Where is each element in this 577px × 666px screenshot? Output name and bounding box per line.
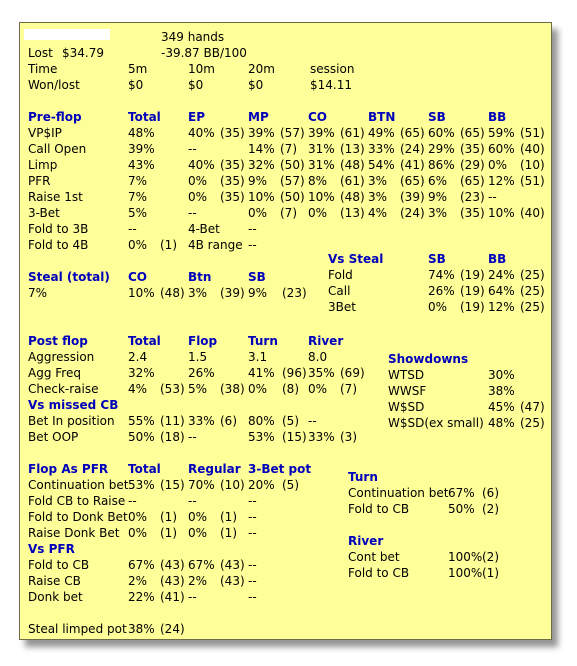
postflop-row-0-cell-1: 2.4 <box>128 350 148 364</box>
preflop-row-3-cell-7: (61) <box>340 174 365 188</box>
preflop-row-0-cell-4: 39% <box>248 126 275 140</box>
vs-pfr-row-2-cell-5: -- <box>248 590 257 604</box>
preflop-row-4-cell-8: 3% <box>368 190 388 204</box>
vs-pfr-row-2-cell-1: 22% <box>128 590 155 604</box>
flop-pfr-row-3-cell-5: -- <box>248 526 257 540</box>
river-row-1-cell-1: 100% <box>448 566 483 580</box>
flop-pfr-row-1-cell-1: -- <box>128 494 137 508</box>
flop-pfr-col-regular: Regular <box>188 462 241 476</box>
vs-pfr-row-1-cell-5: -- <box>248 574 257 588</box>
vs-steal-row-1-cell-1: 26% <box>428 284 455 298</box>
postflop-row-1-cell-6: (96) <box>282 366 307 380</box>
flop-pfr-row-3-cell-3: 0% <box>188 526 208 540</box>
preflop-row-4-cell-9: (39) <box>400 190 425 204</box>
preflop-row-0-cell-10: 60% <box>428 126 455 140</box>
preflop-row-3-cell-5: (57) <box>280 174 305 188</box>
preflop-row-3-cell-10: 6% <box>428 174 448 188</box>
postflop-row-1-cell-5: 41% <box>248 366 275 380</box>
preflop-row-2-cell-6: 31% <box>308 158 335 172</box>
wonlost-5m: $0 <box>128 78 144 92</box>
missed-cb-row-1-cell-6: (15) <box>282 430 307 444</box>
hands-count: 349 hands <box>161 30 225 44</box>
turn-row-0-cell-1: 67% <box>448 486 475 500</box>
vs-steal-row-0-cell-1: 74% <box>428 268 455 282</box>
lost-value: $34.79 <box>62 46 104 60</box>
preflop-row-1-cell-11: (35) <box>460 142 485 156</box>
preflop-row-1-cell-2: -- <box>188 142 197 156</box>
preflop-row-3-cell-0: PFR <box>28 174 51 188</box>
preflop-row-3-cell-11: (65) <box>460 174 485 188</box>
player-name-field <box>24 29 110 40</box>
postflop-row-1-cell-8: (69) <box>340 366 365 380</box>
flop-pfr-row-0-cell-1: 53% <box>128 478 155 492</box>
preflop-row-5-cell-9: (24) <box>400 206 425 220</box>
fourbet-label: 4-Bet <box>188 222 220 236</box>
preflop-row-3-cell-2: 0% <box>188 174 208 188</box>
wonlost-label: Won/lost <box>28 78 80 92</box>
postflop-row-1-cell-0: Agg Freq <box>28 366 81 380</box>
preflop-row-2-cell-3: (35) <box>220 158 245 172</box>
preflop-row-4-cell-3: (35) <box>220 190 245 204</box>
preflop-row-1-cell-8: 33% <box>368 142 395 156</box>
flop-pfr-row-3-cell-0: Raise Donk Bet <box>28 526 120 540</box>
river-row-0-cell-2: (2) <box>482 550 499 564</box>
postflop-col-total: Total <box>128 334 161 348</box>
showdown-row-2-cell-2: (47) <box>520 400 545 414</box>
flop-pfr-col-total: Total <box>128 462 161 476</box>
preflop-row-0-cell-11: (65) <box>460 126 485 140</box>
preflop-row-5-cell-12: 10% <box>488 206 515 220</box>
preflop-row-5-cell-4: 0% <box>248 206 268 220</box>
preflop-row-4-cell-4: 10% <box>248 190 275 204</box>
stats-panel <box>19 22 552 640</box>
preflop-row-2-cell-9: (41) <box>400 158 425 172</box>
postflop-row-0-cell-7: 8.0 <box>308 350 328 364</box>
showdown-row-3-cell-0: W$SD(ex small) <box>388 416 484 430</box>
river-row-1-cell-2: (1) <box>482 566 499 580</box>
flop-pfr-row-0-cell-0: Continuation bet <box>28 478 129 492</box>
vs-steal-row-0-cell-0: Fold <box>328 268 353 282</box>
vs-steal-row-1-cell-0: Call <box>328 284 351 298</box>
preflop-row-2-cell-1: 43% <box>128 158 155 172</box>
vs-pfr-row-0-cell-3: 67% <box>188 558 215 572</box>
showdown-row-0-cell-0: WTSD <box>388 368 425 382</box>
preflop-row-4-cell-12: -- <box>488 190 497 204</box>
preflop-row-3-cell-3: (35) <box>220 174 245 188</box>
vs-pfr-row-0-cell-5: -- <box>248 558 257 572</box>
preflop-row-1-cell-10: 29% <box>428 142 455 156</box>
vs-pfr-row-1-cell-3: 2% <box>188 574 208 588</box>
preflop-col-btn: BTN <box>368 110 396 124</box>
preflop-col-total: Total <box>128 110 161 124</box>
missed-cb-row-0-cell-3: 33% <box>188 414 215 428</box>
vs-pfr-row-0-cell-1: 67% <box>128 558 155 572</box>
preflop-row-5-cell-1: 5% <box>128 206 148 220</box>
flop-pfr-row-1-cell-3: -- <box>188 494 197 508</box>
preflop-row-0-cell-5: (57) <box>280 126 305 140</box>
fourbet-range-value: -- <box>248 238 257 252</box>
preflop-row-2-cell-11: (29) <box>460 158 485 172</box>
preflop-row-0-cell-12: 59% <box>488 126 515 140</box>
preflop-row-1-cell-12: 60% <box>488 142 515 156</box>
vs-steal-row-0-cell-2: (19) <box>460 268 485 282</box>
preflop-row-3-cell-13: (51) <box>520 174 545 188</box>
preflop-row-2-cell-2: 40% <box>188 158 215 172</box>
flop-pfr-row-2-cell-1: 0% <box>128 510 148 524</box>
preflop-row-1-cell-9: (24) <box>400 142 425 156</box>
time-col-20m: 20m <box>248 62 275 76</box>
preflop-row-5-cell-11: (35) <box>460 206 485 220</box>
flop-pfr-row-0-cell-4: (10) <box>220 478 245 492</box>
vs-steal-row-2-cell-4: (25) <box>520 300 545 314</box>
vs-steal-row-2-cell-1: 0% <box>428 300 448 314</box>
turn-row-1-cell-1: 50% <box>448 502 475 516</box>
vs-steal-row-1-cell-4: (25) <box>520 284 545 298</box>
missed-cb-row-0-cell-6: (5) <box>282 414 299 428</box>
river-row-0-cell-0: Cont bet <box>348 550 400 564</box>
postflop-col-turn: Turn <box>248 334 278 348</box>
postflop-row-2-cell-3: 5% <box>188 382 208 396</box>
vs-pfr-row-0-cell-0: Fold to CB <box>28 558 90 572</box>
preflop-row-0-cell-13: (51) <box>520 126 545 140</box>
time-col-5m: 5m <box>128 62 148 76</box>
vs-steal-col-sb: SB <box>428 252 446 266</box>
showdown-row-3-cell-2: (25) <box>520 416 545 430</box>
flop-pfr-row-2-cell-3: 0% <box>188 510 208 524</box>
preflop-row-1-cell-13: (40) <box>520 142 545 156</box>
preflop-row-1-cell-1: 39% <box>128 142 155 156</box>
preflop-col-co: CO <box>308 110 328 124</box>
preflop-row-3-cell-4: 9% <box>248 174 268 188</box>
fold4b-total: 0% <box>128 238 148 252</box>
missed-cb-header: Vs missed CB <box>28 398 119 412</box>
flop-pfr-row-2-cell-4: (1) <box>220 510 237 524</box>
vs-pfr-row-2-cell-0: Donk bet <box>28 590 83 604</box>
vs-pfr-header: Vs PFR <box>28 542 75 556</box>
lost-label: Lost <box>28 46 53 60</box>
preflop-row-1-cell-5: (7) <box>280 142 297 156</box>
postflop-row-2-cell-8: (7) <box>340 382 357 396</box>
steal-btn-value: 3% <box>188 286 208 300</box>
vs-steal-row-0-cell-3: 24% <box>488 268 515 282</box>
preflop-col-mp: MP <box>248 110 269 124</box>
vs-steal-row-0-cell-4: (25) <box>520 268 545 282</box>
preflop-row-1-cell-4: 14% <box>248 142 275 156</box>
postflop-col-flop: Flop <box>188 334 218 348</box>
flop-pfr-row-3-cell-1: 0% <box>128 526 148 540</box>
preflop-row-5-cell-0: 3-Bet <box>28 206 60 220</box>
missed-cb-row-0-cell-4: (6) <box>220 414 237 428</box>
postflop-row-2-cell-7: 0% <box>308 382 328 396</box>
preflop-row-1-cell-7: (13) <box>340 142 365 156</box>
preflop-row-4-cell-10: 9% <box>428 190 448 204</box>
flop-pfr-col-3bet: 3-Bet pot <box>248 462 312 476</box>
vs-pfr-row-1-cell-0: Raise CB <box>28 574 81 588</box>
time-col-session: session <box>310 62 355 76</box>
missed-cb-row-1-cell-2: (18) <box>160 430 185 444</box>
preflop-row-5-cell-2: -- <box>188 206 197 220</box>
vs-pfr-row-1-cell-2: (43) <box>160 574 185 588</box>
missed-cb-row-1-cell-0: Bet OOP <box>28 430 79 444</box>
preflop-row-2-cell-0: Limp <box>28 158 58 172</box>
preflop-col-ep: EP <box>188 110 205 124</box>
steal-header: Steal (total) <box>28 270 110 284</box>
postflop-col-river: River <box>308 334 344 348</box>
preflop-row-2-cell-8: 54% <box>368 158 395 172</box>
river-row-1-cell-0: Fold to CB <box>348 566 410 580</box>
postflop-row-1-cell-7: 35% <box>308 366 335 380</box>
missed-cb-row-0-cell-2: (11) <box>160 414 185 428</box>
flop-pfr-row-1-cell-5: -- <box>248 494 257 508</box>
flop-pfr-row-2-cell-2: (1) <box>160 510 177 524</box>
steal-sb-value: 9% <box>248 286 268 300</box>
preflop-row-0-cell-9: (65) <box>400 126 425 140</box>
river-header: River <box>348 534 384 548</box>
fourbet-range-label: 4B range <box>188 238 243 252</box>
fold3b-total: -- <box>128 222 137 236</box>
preflop-row-3-cell-12: 12% <box>488 174 515 188</box>
vs-steal-row-2-cell-3: 12% <box>488 300 515 314</box>
steal-co-n: (48) <box>160 286 185 300</box>
preflop-row-3-cell-1: 7% <box>128 174 148 188</box>
preflop-row-2-cell-7: (48) <box>340 158 365 172</box>
postflop-row-2-cell-6: (8) <box>282 382 299 396</box>
preflop-row-5-cell-7: (13) <box>340 206 365 220</box>
steal-co-value: 10% <box>128 286 155 300</box>
flop-pfr-row-0-cell-2: (15) <box>160 478 185 492</box>
steal-col-co: CO <box>128 270 148 284</box>
preflop-row-0-cell-8: 49% <box>368 126 395 140</box>
vs-steal-row-2-cell-0: 3Bet <box>328 300 356 314</box>
time-col-10m: 10m <box>188 62 215 76</box>
flop-pfr-header: Flop As PFR <box>28 462 109 476</box>
time-label: Time <box>28 62 58 76</box>
wonlost-session: $14.11 <box>310 78 352 92</box>
flop-pfr-row-3-cell-4: (1) <box>220 526 237 540</box>
postflop-row-0-cell-3: 1.5 <box>188 350 208 364</box>
flop-pfr-row-3-cell-2: (1) <box>160 526 177 540</box>
showdown-row-1-cell-1: 38% <box>488 384 515 398</box>
postflop-row-2-cell-0: Check-raise <box>28 382 99 396</box>
preflop-row-5-cell-6: 0% <box>308 206 328 220</box>
steal-limped-label: Steal limped pot <box>28 622 127 636</box>
turn-row-0-cell-2: (6) <box>482 486 499 500</box>
postflop-row-2-cell-2: (53) <box>160 382 185 396</box>
fold3b-label: Fold to 3B <box>28 222 89 236</box>
preflop-row-3-cell-9: (65) <box>400 174 425 188</box>
vs-pfr-row-1-cell-4: (43) <box>220 574 245 588</box>
turn-header: Turn <box>348 470 378 484</box>
missed-cb-row-1-cell-5: 53% <box>248 430 275 444</box>
preflop-col-sb: SB <box>428 110 446 124</box>
preflop-row-0-cell-0: VP$IP <box>28 126 62 140</box>
steal-limped-value: 38% <box>128 622 155 636</box>
vs-pfr-row-2-cell-3: -- <box>188 590 197 604</box>
vs-pfr-row-0-cell-4: (43) <box>220 558 245 572</box>
preflop-row-2-cell-12: 0% <box>488 158 508 172</box>
wonlost-10m: $0 <box>188 78 204 92</box>
missed-cb-row-1-cell-1: 50% <box>128 430 155 444</box>
preflop-row-0-cell-3: (35) <box>220 126 245 140</box>
steal-limped-n: (24) <box>160 622 185 636</box>
showdowns-header: Showdowns <box>388 352 469 366</box>
preflop-row-2-cell-4: 32% <box>248 158 275 172</box>
preflop-col-bb: BB <box>488 110 507 124</box>
vs-steal-col-bb: BB <box>488 252 507 266</box>
preflop-row-5-cell-5: (7) <box>280 206 297 220</box>
flop-pfr-row-0-cell-3: 70% <box>188 478 215 492</box>
preflop-row-2-cell-5: (50) <box>280 158 305 172</box>
flop-pfr-row-2-cell-0: Fold to Donk Bet <box>28 510 128 524</box>
showdown-row-0-cell-1: 30% <box>488 368 515 382</box>
preflop-row-0-cell-7: (61) <box>340 126 365 140</box>
vs-steal-row-1-cell-3: 64% <box>488 284 515 298</box>
showdown-row-2-cell-0: W$SD <box>388 400 425 414</box>
preflop-row-0-cell-1: 48% <box>128 126 155 140</box>
steal-total-value: 7% <box>28 286 48 300</box>
flop-pfr-row-1-cell-0: Fold CB to Raise <box>28 494 126 508</box>
bb-per-100: -39.87 BB/100 <box>161 46 247 60</box>
preflop-row-3-cell-6: 8% <box>308 174 328 188</box>
preflop-header: Pre-flop <box>28 110 82 124</box>
showdown-row-2-cell-1: 45% <box>488 400 515 414</box>
postflop-header: Post flop <box>28 334 88 348</box>
steal-btn-n: (39) <box>220 286 245 300</box>
preflop-row-0-cell-6: 39% <box>308 126 335 140</box>
preflop-row-4-cell-1: 7% <box>128 190 148 204</box>
fourbet-value: -- <box>248 222 257 236</box>
vs-steal-row-2-cell-2: (19) <box>460 300 485 314</box>
turn-row-0-cell-0: Continuation bet <box>348 486 449 500</box>
missed-cb-row-0-cell-7: -- <box>308 414 317 428</box>
preflop-row-4-cell-11: (23) <box>460 190 485 204</box>
preflop-row-1-cell-6: 31% <box>308 142 335 156</box>
missed-cb-row-0-cell-5: 80% <box>248 414 275 428</box>
river-row-0-cell-1: 100% <box>448 550 483 564</box>
preflop-row-4-cell-0: Raise 1st <box>28 190 83 204</box>
preflop-row-4-cell-7: (48) <box>340 190 365 204</box>
vs-steal-header: Vs Steal <box>328 252 384 266</box>
postflop-row-2-cell-5: 0% <box>248 382 268 396</box>
steal-col-sb: SB <box>248 270 266 284</box>
preflop-row-5-cell-10: 3% <box>428 206 448 220</box>
showdown-row-1-cell-0: WWSF <box>388 384 427 398</box>
wonlost-20m: $0 <box>248 78 264 92</box>
missed-cb-row-1-cell-8: (3) <box>340 430 357 444</box>
postflop-row-1-cell-3: 26% <box>188 366 215 380</box>
postflop-row-2-cell-4: (38) <box>220 382 245 396</box>
preflop-row-4-cell-2: 0% <box>188 190 208 204</box>
preflop-row-5-cell-8: 4% <box>368 206 388 220</box>
preflop-row-2-cell-10: 86% <box>428 158 455 172</box>
missed-cb-row-1-cell-7: 33% <box>308 430 335 444</box>
postflop-row-0-cell-0: Aggression <box>28 350 95 364</box>
postflop-row-1-cell-1: 32% <box>128 366 155 380</box>
turn-row-1-cell-0: Fold to CB <box>348 502 410 516</box>
preflop-row-1-cell-0: Call Open <box>28 142 87 156</box>
preflop-row-5-cell-13: (40) <box>520 206 545 220</box>
fold4b-n: (1) <box>160 238 177 252</box>
vs-steal-row-1-cell-2: (19) <box>460 284 485 298</box>
missed-cb-row-1-cell-3: -- <box>188 430 197 444</box>
turn-row-1-cell-2: (2) <box>482 502 499 516</box>
missed-cb-row-0-cell-1: 55% <box>128 414 155 428</box>
vs-pfr-row-2-cell-2: (41) <box>160 590 185 604</box>
flop-pfr-row-2-cell-5: -- <box>248 510 257 524</box>
preflop-row-4-cell-6: 10% <box>308 190 335 204</box>
preflop-row-4-cell-5: (50) <box>280 190 305 204</box>
vs-pfr-row-0-cell-2: (43) <box>160 558 185 572</box>
preflop-row-2-cell-13: (10) <box>520 158 545 172</box>
steal-sb-n: (23) <box>282 286 307 300</box>
preflop-row-3-cell-8: 3% <box>368 174 388 188</box>
postflop-row-0-cell-5: 3.1 <box>248 350 268 364</box>
fold4b-label: Fold to 4B <box>28 238 89 252</box>
flop-pfr-row-0-cell-6: (5) <box>282 478 299 492</box>
showdown-row-3-cell-1: 48% <box>488 416 515 430</box>
missed-cb-row-0-cell-0: Bet In position <box>28 414 115 428</box>
vs-pfr-row-1-cell-1: 2% <box>128 574 148 588</box>
steal-col-btn: Btn <box>188 270 212 284</box>
flop-pfr-row-0-cell-5: 20% <box>248 478 275 492</box>
postflop-row-2-cell-1: 4% <box>128 382 148 396</box>
preflop-row-0-cell-2: 40% <box>188 126 215 140</box>
